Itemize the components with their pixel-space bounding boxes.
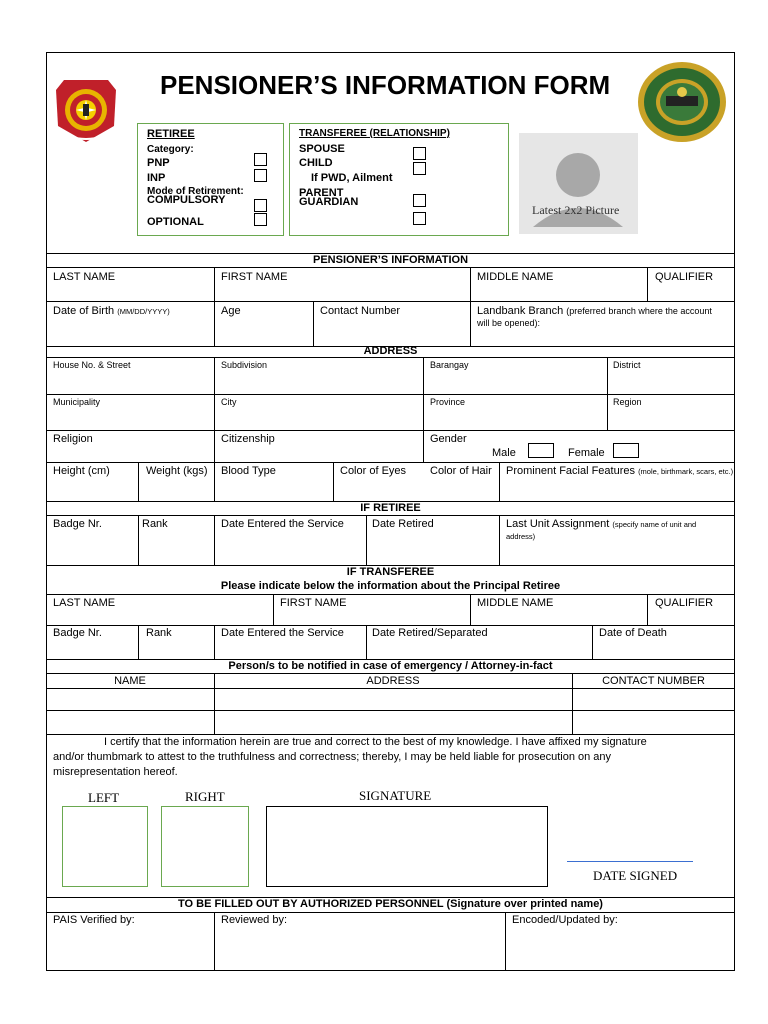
dob-label: Date of Birth (MM/DD/YYYY)	[53, 305, 170, 317]
divider	[366, 515, 367, 565]
qualifier-label: QUALIFIER	[655, 271, 714, 283]
principal-badge-label: Badge Nr.	[53, 627, 102, 639]
divider	[46, 301, 735, 302]
inp-label: INP	[147, 172, 166, 184]
retiree-heading: RETIREE	[147, 128, 195, 140]
principal-rank-label: Rank	[146, 627, 172, 639]
certification-line-2: and/or thumbmark to attest to the truthfulness and correctness; thereby, I may be held liable for prosecution on any	[53, 751, 612, 763]
pais-verified-label: PAIS Verified by:	[53, 914, 135, 926]
barangay-label: Barangay	[430, 360, 469, 370]
age-label: Age	[221, 305, 241, 317]
divider	[470, 267, 471, 346]
divider	[366, 625, 367, 659]
divider	[46, 394, 735, 395]
left-thumbmark-box[interactable]	[62, 806, 148, 887]
if-transferee-heading: IF TRANSFEREE	[346, 566, 435, 578]
emergency-contact-header: CONTACT NUMBER	[602, 675, 705, 687]
height-label: Height (cm)	[53, 465, 110, 477]
divider	[214, 912, 215, 971]
principal-date-entered-label: Date Entered the Service	[221, 627, 344, 639]
certification-line-3: misrepresentation hereof.	[53, 766, 178, 778]
male-checkbox[interactable]	[528, 443, 554, 458]
divider	[214, 430, 215, 501]
religion-label: Religion	[53, 433, 93, 445]
compulsory-label: COMPULSORY	[147, 194, 226, 206]
date-signed-label: DATE SIGNED	[593, 868, 678, 883]
hair-color-label: Color of Hair	[430, 465, 492, 477]
landbank-label: Landbank Branch (preferred branch where the account	[477, 305, 712, 317]
divider	[214, 625, 215, 659]
parent-checkbox[interactable]	[413, 194, 426, 207]
divider	[46, 710, 735, 711]
signature-box[interactable]	[266, 806, 548, 887]
signature-label: SIGNATURE	[359, 788, 432, 803]
pnp-checkbox[interactable]	[254, 153, 267, 166]
right-thumbmark-box[interactable]	[161, 806, 249, 887]
guardian-label: GUARDIAN	[299, 196, 359, 208]
house-label: House No. & Street	[53, 360, 131, 370]
divider	[333, 462, 334, 501]
divider	[423, 357, 424, 462]
gender-label: Gender	[430, 433, 467, 445]
principal-middle-name-label: MIDDLE NAME	[477, 597, 554, 609]
photo-placeholder[interactable]	[519, 133, 638, 234]
divider	[647, 594, 648, 625]
divider	[647, 267, 648, 301]
guardian-checkbox[interactable]	[413, 212, 426, 225]
region-label: Region	[613, 397, 642, 407]
photo-caption: Latest 2x2 Picture	[532, 203, 620, 217]
landbank-note: will be opened):	[477, 318, 541, 328]
authorized-heading: TO BE FILLED OUT BY AUTHORIZED PERSONNEL (Signature over printed name)	[178, 898, 603, 910]
emergency-heading: Person/s to be notified in case of emergency / Attorney-in-fact	[228, 660, 553, 672]
divider	[138, 625, 139, 659]
last-unit-note: address)	[506, 532, 536, 541]
date-signed-line[interactable]	[567, 861, 693, 862]
divider	[46, 462, 735, 463]
date-entered-label: Date Entered the Service	[221, 518, 344, 530]
reviewed-by-label: Reviewed by:	[221, 914, 288, 926]
principal-last-name-label: LAST NAME	[53, 597, 116, 609]
municipality-label: Municipality	[53, 397, 101, 407]
compulsory-checkbox[interactable]	[254, 199, 267, 212]
blood-type-label: Blood Type	[221, 465, 276, 477]
pensioner-section-heading: PENSIONER’S INFORMATION	[312, 254, 469, 266]
divider	[46, 673, 735, 674]
optional-checkbox[interactable]	[254, 213, 267, 226]
divider	[46, 267, 735, 268]
divider	[592, 625, 593, 659]
divider	[46, 912, 735, 913]
pnp-seal-logo	[54, 76, 118, 144]
inp-checkbox[interactable]	[254, 169, 267, 182]
badge-label: Badge Nr.	[53, 518, 102, 530]
weight-label: Weight (kgs)	[146, 465, 208, 477]
divider	[46, 625, 735, 626]
district-label: District	[613, 360, 641, 370]
divider	[499, 462, 500, 501]
certification-line-1: I certify that the information herein are true and correct to the best of my knowledge. I have affixed my signature	[104, 736, 647, 748]
divider	[138, 515, 139, 565]
eye-color-label: Color of Eyes	[340, 465, 407, 477]
female-label: Female	[568, 447, 605, 459]
form-title: PENSIONER’S INFORMATION FORM	[160, 70, 611, 100]
city-label: City	[221, 397, 237, 407]
first-name-label: FIRST NAME	[221, 271, 288, 283]
administration-seal-logo	[636, 60, 728, 144]
left-thumb-label: LEFT	[88, 790, 120, 805]
emergency-address-header: ADDRESS	[366, 675, 420, 687]
date-retired-label: Date Retired	[372, 518, 434, 530]
address-section-heading: ADDRESS	[363, 345, 418, 357]
divider	[470, 594, 471, 625]
divider	[46, 594, 735, 595]
right-thumb-label: RIGHT	[185, 789, 225, 804]
encoded-by-label: Encoded/Updated by:	[512, 914, 618, 926]
divider	[214, 301, 215, 346]
parent-label: PARENT	[299, 187, 344, 199]
divider	[273, 594, 274, 625]
divider	[46, 688, 735, 689]
divider	[313, 301, 314, 346]
male-label: Male	[492, 447, 516, 459]
divider	[505, 912, 506, 971]
if-retiree-heading: IF RETIREE	[360, 502, 421, 514]
divider	[46, 515, 735, 516]
female-checkbox[interactable]	[613, 443, 639, 458]
mode-label: Mode of Retirement:	[147, 186, 244, 197]
divider	[214, 515, 215, 565]
facial-features-label: Prominent Facial Features (mole, birthmark, scars, etc.)	[506, 465, 734, 477]
optional-label: OPTIONAL	[147, 216, 204, 228]
transferee-subheading: Please indicate below the information about the Principal Retiree	[220, 580, 561, 592]
child-label: CHILD	[299, 157, 333, 169]
divider	[46, 430, 735, 431]
middle-name-label: MIDDLE NAME	[477, 271, 554, 283]
divider	[46, 357, 735, 358]
last-name-label: LAST NAME	[53, 271, 116, 283]
divider	[499, 515, 500, 565]
spouse-label: SPOUSE	[299, 143, 345, 155]
pnp-label: PNP	[147, 157, 170, 169]
principal-date-retired-label: Date Retired/Separated	[372, 627, 488, 639]
transferee-heading: TRANSFEREE (RELATIONSHIP)	[299, 128, 450, 139]
emergency-name-header: NAME	[114, 675, 146, 687]
principal-qualifier-label: QUALIFIER	[655, 597, 714, 609]
subdivision-label: Subdivision	[221, 360, 268, 370]
principal-first-name-label: FIRST NAME	[280, 597, 347, 609]
last-unit-label: Last Unit Assignment (specify name of unit and	[506, 518, 697, 530]
person-icon	[519, 133, 638, 234]
citizenship-label: Citizenship	[221, 433, 275, 445]
province-label: Province	[430, 397, 466, 407]
pwd-label: If PWD, Ailment	[311, 172, 393, 184]
contact-number-label: Contact Number	[320, 305, 401, 317]
divider	[46, 734, 735, 735]
divider	[214, 267, 215, 301]
category-label: Category:	[147, 144, 194, 155]
principal-date-death-label: Date of Death	[599, 627, 667, 639]
divider	[138, 462, 139, 501]
spouse-checkbox[interactable]	[413, 147, 426, 160]
rank-label: Rank	[142, 518, 168, 530]
child-checkbox[interactable]	[413, 162, 426, 175]
